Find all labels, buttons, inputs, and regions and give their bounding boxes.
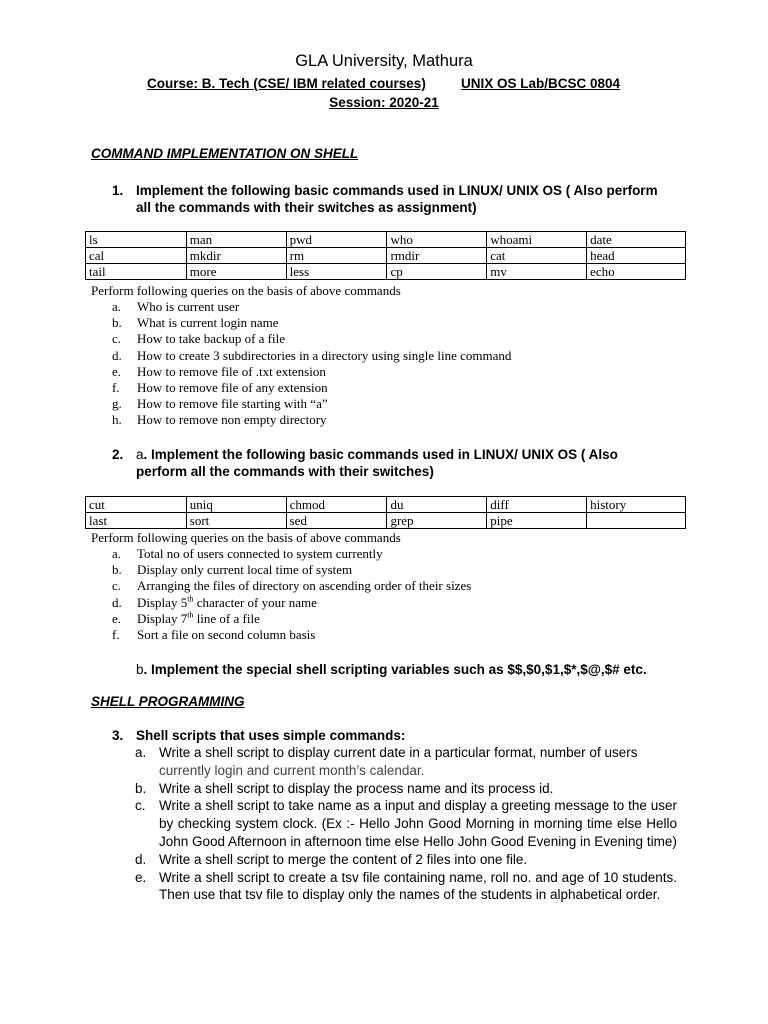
queries-list-1 — [112, 299, 511, 429]
item-marker: g. — [112, 396, 122, 412]
section-heading-shell-programming: SHELL PROGRAMMING — [91, 694, 245, 709]
item-text: Write a shell script to display current date in a particular format, number of users — [159, 745, 638, 760]
question-text-line2: all the commands with their switches as assignment) — [136, 200, 477, 215]
list-item — [112, 627, 471, 643]
item-text: Arranging the files of directory on ascending order of their sizes — [137, 578, 472, 594]
item-marker: a. — [112, 546, 122, 561]
item-text: How to take backup of a file — [137, 331, 286, 347]
table-cell: mv — [487, 264, 587, 280]
item-marker: e. — [112, 610, 122, 626]
part-a-label: a — [136, 447, 144, 462]
item-marker: e. — [135, 869, 147, 885]
item-marker: c. — [112, 331, 122, 347]
commands-table-2 — [85, 496, 686, 529]
table-cell: man — [186, 232, 286, 248]
table-cell: last — [86, 513, 187, 529]
table-cell: ls — [86, 232, 187, 248]
section-heading-commands: COMMAND IMPLEMENTATION ON SHELL — [91, 146, 359, 161]
item-marker: h. — [112, 412, 122, 428]
table-cell: diff — [487, 497, 587, 513]
list-item — [112, 578, 471, 594]
item-marker: c. — [135, 798, 146, 814]
part-b-text: . Implement the special shell scripting variables such as $$,$0,$1,$*,$@,$# etc. — [143, 662, 647, 677]
item-text: Display 7 — [137, 610, 188, 626]
item-text: How to remove file starting with “a” — [137, 396, 328, 412]
shell-scripts-list — [135, 744, 677, 904]
part-b-label: b — [136, 662, 144, 677]
item-text: How to remove file of .txt extension — [137, 363, 326, 379]
item-text: Display 5 — [137, 594, 188, 610]
session-line: Session: 2020-21 — [329, 95, 439, 110]
item-marker: b. — [112, 562, 122, 578]
list-item — [135, 869, 677, 905]
list-item — [112, 299, 511, 315]
item-text: Write a shell script to take name as a input and display a greeting message to the user by checking system clock. (Ex :- Hello John Good Morning in morning time else Hello John Good Afternoon in afternoon time else Hello John Good Evening in Evening time) — [159, 798, 677, 849]
table-row — [86, 248, 686, 264]
question-text-line2: perform all the commands with their switches) — [136, 464, 434, 479]
ordinal-suffix: th — [187, 594, 194, 604]
table-cell: echo — [587, 264, 686, 280]
table-cell: whoami — [487, 232, 587, 248]
question-number: 1. — [112, 183, 124, 198]
item-marker: b. — [112, 315, 122, 331]
item-marker: e. — [112, 363, 122, 379]
item-text: Display only current local time of system — [137, 562, 353, 578]
list-item — [135, 851, 677, 869]
list-item — [112, 412, 511, 428]
table-cell: tail — [86, 264, 187, 280]
lab-code: UNIX OS Lab/BCSC 0804 — [461, 76, 621, 91]
item-text: Who is current user — [137, 299, 240, 314]
table-cell: date — [587, 232, 686, 248]
list-item — [112, 364, 511, 380]
table-row — [86, 513, 686, 529]
item-marker: f. — [112, 626, 120, 642]
question-text-line1 — [136, 446, 618, 463]
table-row — [86, 232, 686, 248]
table-cell — [587, 513, 686, 529]
item-text: What is current login name — [137, 315, 279, 331]
item-text-cont: character of your name — [193, 594, 317, 610]
table-cell: cp — [387, 264, 487, 280]
item-marker: d. — [112, 347, 122, 363]
item-marker: b. — [135, 780, 147, 796]
list-item — [112, 595, 471, 611]
item-text: How to remove non empty directory — [137, 412, 327, 428]
question-number: 3. — [112, 728, 124, 743]
list-item — [112, 380, 511, 396]
item-text: Total no of users connected to system currently — [137, 546, 383, 561]
table-cell: rm — [286, 248, 387, 264]
table-cell: head — [587, 248, 686, 264]
queries-lead-2: Perform following queries on the basis of above commands — [91, 530, 401, 545]
queries-lead-1: Perform following queries on the basis of above commands — [91, 283, 401, 298]
table-cell: pipe — [487, 513, 587, 529]
table-cell: less — [286, 264, 387, 280]
list-item — [112, 331, 511, 347]
item-text: Sort a file on second column basis — [137, 626, 316, 642]
ordinal-suffix: th — [187, 610, 194, 620]
table-cell: du — [387, 497, 487, 513]
table-cell: cal — [86, 248, 187, 264]
course-line: Course: B. Tech (CSE/ IBM related courses) — [147, 76, 426, 91]
table-cell: who — [387, 232, 487, 248]
table-cell: cut — [86, 497, 187, 513]
table-cell: rmdir — [387, 248, 487, 264]
item-text: Write a shell script to merge the content of 2 files into one file. — [159, 851, 528, 867]
table-cell: more — [186, 264, 286, 280]
commands-table-1 — [85, 231, 686, 280]
item-marker: d. — [112, 594, 122, 610]
question-number: 2. — [112, 447, 124, 462]
question-heading: Shell scripts that uses simple commands: — [136, 728, 406, 743]
table-cell: grep — [387, 513, 487, 529]
list-item — [112, 562, 471, 578]
item-text-cont: currently login and current month’s calendar. — [159, 762, 425, 778]
item-marker: a. — [135, 745, 147, 760]
item-text-cont: line of a file — [193, 610, 260, 626]
item-text: Write a shell script to create a tsv file containing name, roll no. and age of 10 students. Then use that tsv file to display only the names of the students in alphabetical order. — [159, 869, 677, 903]
table-row — [86, 497, 686, 513]
university-title: GLA University, Mathura — [295, 52, 473, 70]
list-item — [112, 396, 511, 412]
table-cell: sed — [286, 513, 387, 529]
list-item — [135, 780, 677, 798]
table-cell: pwd — [286, 232, 387, 248]
item-text: How to remove file of any extension — [137, 379, 328, 395]
table-cell: history — [587, 497, 686, 513]
item-text: Write a shell script to display the process name and its process id. — [159, 780, 554, 796]
table-cell: cat — [487, 248, 587, 264]
item-marker: f. — [112, 379, 120, 395]
table-cell: mkdir — [186, 248, 286, 264]
queries-list-2 — [112, 546, 471, 643]
question-text-line1: Implement the following basic commands used in LINUX/ UNIX OS ( Also perform — [136, 183, 658, 198]
list-item — [135, 744, 677, 780]
item-marker: d. — [135, 851, 147, 867]
table-row — [86, 264, 686, 280]
table-cell: chmod — [286, 497, 387, 513]
list-item — [112, 348, 511, 364]
list-item — [112, 315, 511, 331]
question-2b — [136, 661, 647, 678]
list-item — [135, 797, 677, 850]
table-cell: sort — [186, 513, 286, 529]
item-text: How to create 3 subdirectories in a directory using single line command — [137, 347, 512, 363]
item-marker: c. — [112, 578, 122, 594]
part-a-text: . Implement the following basic commands used in LINUX/ UNIX OS ( Also — [143, 447, 618, 462]
list-item — [112, 546, 471, 562]
list-item — [112, 611, 471, 627]
table-cell: uniq — [186, 497, 286, 513]
item-marker: a. — [112, 299, 122, 314]
